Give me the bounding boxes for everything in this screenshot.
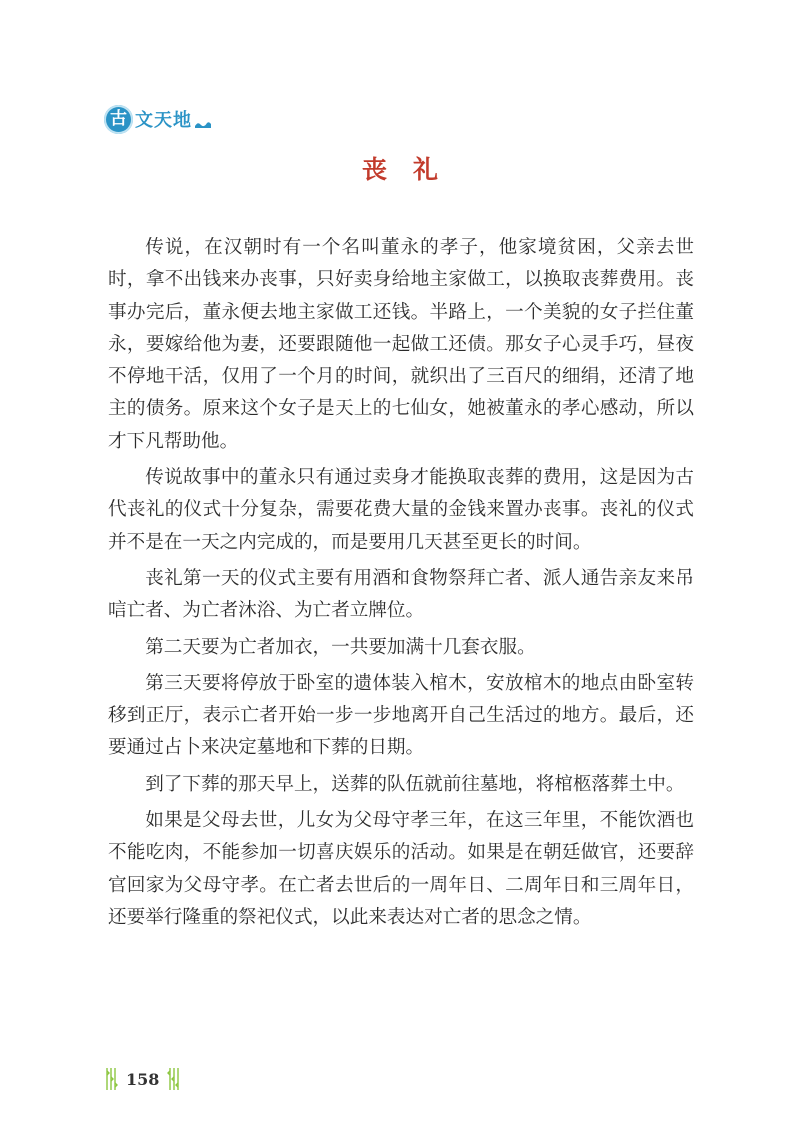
section-badge-label: 文天地 — [135, 110, 192, 131]
paragraph: 第二天要为亡者加衣，一共要加满十几套衣服。 — [145, 636, 536, 658]
paragraph: 传说，在汉朝时有一个名叫董永的孝子，他家境贫困，父亲去世时，拿不出钱来办丧事，只好卖身给地主家做工，以换取丧葬费用。丧事办完后，董永便去地主家做工还钱。半路上，一个美貌的女子拦住董永，要嫁给他为妻，还要跟随他一起做工还债。那女子心灵手巧，昼夜不停地干活，仅用了一个月的时间，就织出了三百尺的细绢，还清了地主的债务。原来这个女子是天上的七仙女，她被董永的孝心感动，所以才下凡帮助他。 — [108, 237, 694, 452]
paragraph: 第三天要将停放于卧室的遗体装入棺木，安放棺木的地点由卧室转移到正厅，表示亡者开始一步一步地离开自己生活过的地方。最后，还要通过占卜来决定墓地和下葬的日期。 — [108, 672, 694, 759]
wave-icon — [194, 119, 212, 129]
article-body — [108, 232, 694, 938]
paragraph: 传说故事中的董永只有通过卖身才能换取丧葬的费用，这是因为古代丧礼的仪式十分复杂，需要花费大量的金钱来置办丧事。丧礼的仪式并不是在一天之内完成的，而是要用几天甚至更长的时间。 — [108, 467, 694, 553]
title-char-2: 礼 — [413, 155, 439, 184]
paragraph: 到了下葬的那天早上，送葬的队伍就前往墓地，将棺柩落葬土中。 — [145, 773, 685, 795]
paragraph: 丧礼第一天的仪式主要有用酒和食物祭拜亡者、派人通告亲友来吊唁亡者、为亡者沐浴、为亡者立牌位。 — [108, 567, 694, 622]
left-ornament-icon — [104, 1066, 120, 1092]
right-ornament-icon — [165, 1066, 181, 1092]
page-title — [0, 150, 800, 186]
section-badge — [104, 103, 212, 135]
section-badge-circle: 古 — [104, 105, 133, 134]
paragraph: 如果是父母去世，儿女为父母守孝三年，在这三年里，不能饮酒也不能吃肉，不能参加一切喜庆娱乐的活动。如果是在朝廷做官，还要辞官回家为父母守孝。在亡者去世后的一周年日、二周年日和三周年日，还要举行隆重的祭祀仪式，以此来表达对亡者的思念之情。 — [108, 810, 694, 928]
page-footer — [104, 1066, 181, 1092]
page-number: 158 — [126, 1069, 160, 1089]
title-char-1: 丧 — [361, 155, 387, 184]
